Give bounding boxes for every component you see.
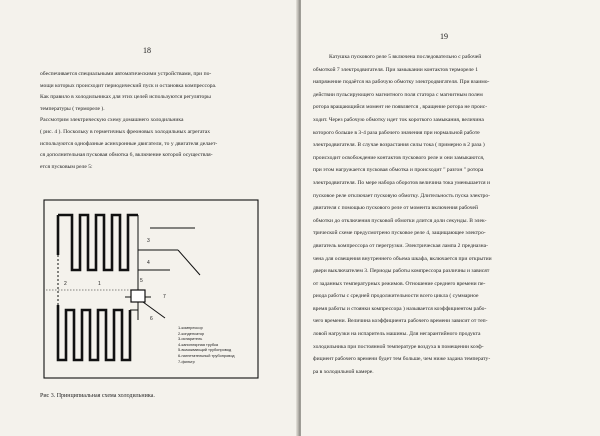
legend-item: 7-фильтр (178, 358, 195, 364)
text-line: электродвигателя. В случае возрастания силы тока ( примерно в 2 раза ) (313, 142, 485, 149)
text-line: двери выключателем 3. Периоды работы компрессора различны и зависят (313, 268, 490, 275)
text-line: электродвигателя. По мере набора оборотов величина тока уменьшается и (313, 179, 491, 186)
right-page (301, 0, 600, 436)
right-page-text (313, 51, 492, 378)
legend-item: 4-капиллярная трубка (178, 341, 219, 347)
text-line: обмоткой 7 электродвигателя. При замыкании контактов терморелe 1 (313, 66, 478, 73)
refrigerator-schematic (0, 0, 299, 436)
legend-item: 3-испаритель (178, 336, 203, 342)
text-line: Рассмотрим электрическую схему домашнего холодильника (40, 117, 184, 124)
text-line: время работы и стоянки компрессора ) называется коэффициентом рабо- (313, 305, 487, 312)
diagram-label: 6 (150, 316, 153, 322)
condenser-coil (58, 305, 130, 360)
legend-item: 2-конденсатор (178, 330, 205, 336)
text-line: напряжение подаётся на рабочую обмотку электродвигателя. При взаимо- (313, 79, 490, 86)
text-line: обмотки до отключения пусковой обмотки длится доли секунды. В элек- (313, 217, 487, 224)
text-line: фициент рабочего времени будет тем больше, чем ниже задана температу- (313, 356, 491, 363)
legend-item: 6-нагнетательный трубопровод (178, 352, 235, 358)
diagram-label: 5 (140, 278, 143, 284)
text-line: пусковое реле отключает пусковую обмотку. Длительность пуска электро- (313, 192, 491, 199)
text-line: ется пусковым реле 5: (40, 163, 93, 170)
text-line: происходит освобождение контактов пускового реле и они замыкаются, (313, 154, 485, 161)
figure-caption: Рис 3. Принципиальная схема холодильника. (40, 393, 155, 399)
text-line: двигателя с помощью пускового реле от момента включения рабочей (313, 205, 478, 212)
text-line: ся дополнительная пусковая обмотка 6, включение которой осуществля- (40, 152, 213, 159)
diagram-label: 7 (163, 294, 166, 300)
text-line: ходит. Через рабочую обмотку идет ток короткого замыкания, величина (313, 116, 484, 123)
legend-item: 1-компрессор (178, 325, 203, 330)
text-line: температуры ( терморелe ). (40, 105, 105, 112)
diagram-label: 1 (98, 281, 101, 287)
text-line: Катушка пускового реле 5 включена последовательно с рабочей (329, 54, 482, 60)
text-line: от заданных температурных режимов. Отношение среднего времени пе- (313, 280, 486, 287)
diagram-legend (178, 325, 235, 364)
page-number: 18 (143, 46, 151, 55)
text-line: риода работы с средней продолжительности всего цикла ( суммарное (313, 293, 479, 300)
text-line: действии пульсирующего магнитного поля статора с магнитным полем (313, 91, 483, 98)
left-page (0, 0, 299, 436)
text-line: при этом нагружается пусковая обмотка и происходит " разгон " ротора (313, 167, 484, 174)
text-line: которого больше в 3-4 раза рабочего значения при нормальной работе (313, 129, 480, 136)
compressor (131, 290, 145, 302)
text-line: ( рис. 4 ). Поскольку в герметичных фреоновых холодильных агрегатах (40, 128, 211, 135)
evaporator-coil (58, 215, 138, 270)
text-line: обеспечивается специальными автоматическими устройствами, при по- (40, 71, 212, 77)
diagram-label: 2 (64, 281, 67, 287)
text-line: чего времени. Величина коэффициента рабочего времени зависит от теп- (313, 318, 488, 325)
text-line: трической схеме предусмотрено пусковое реле 4, защищающее электро- (313, 230, 486, 237)
text-line: используются однофазные асинхронные двигатели, то у двигателя делает- (40, 140, 218, 147)
text-line: ловой нагрузки на испаритель машины. Для негарантийного продукта (313, 331, 481, 338)
text-line: чена для освещения внутреннего объема шкафа, включается при открытии (313, 255, 492, 262)
text-line: мощи которых происходит периодический пуск и остановка компрессора. (40, 82, 217, 89)
text-line: холодильника при постоянной температуре воздуха в помещении коэф- (313, 343, 484, 350)
text-line: Как правило в холодильниках для этих целей используются регуляторы (40, 94, 211, 101)
diagram-label: 4 (147, 260, 150, 266)
legend-item: 5-всасывающий трубопровод (178, 347, 232, 353)
diagram-label: 3 (147, 238, 150, 244)
page-number: 19 (440, 32, 448, 41)
text-line: ротора вращающийся момент не появляется , вращение ротора не проис- (313, 104, 488, 111)
text-line: ра в холодильной камере. (313, 368, 374, 375)
text-line: двигатель компрессора от перегрузки. Электрическая лампа 2 предназна- (313, 242, 488, 249)
